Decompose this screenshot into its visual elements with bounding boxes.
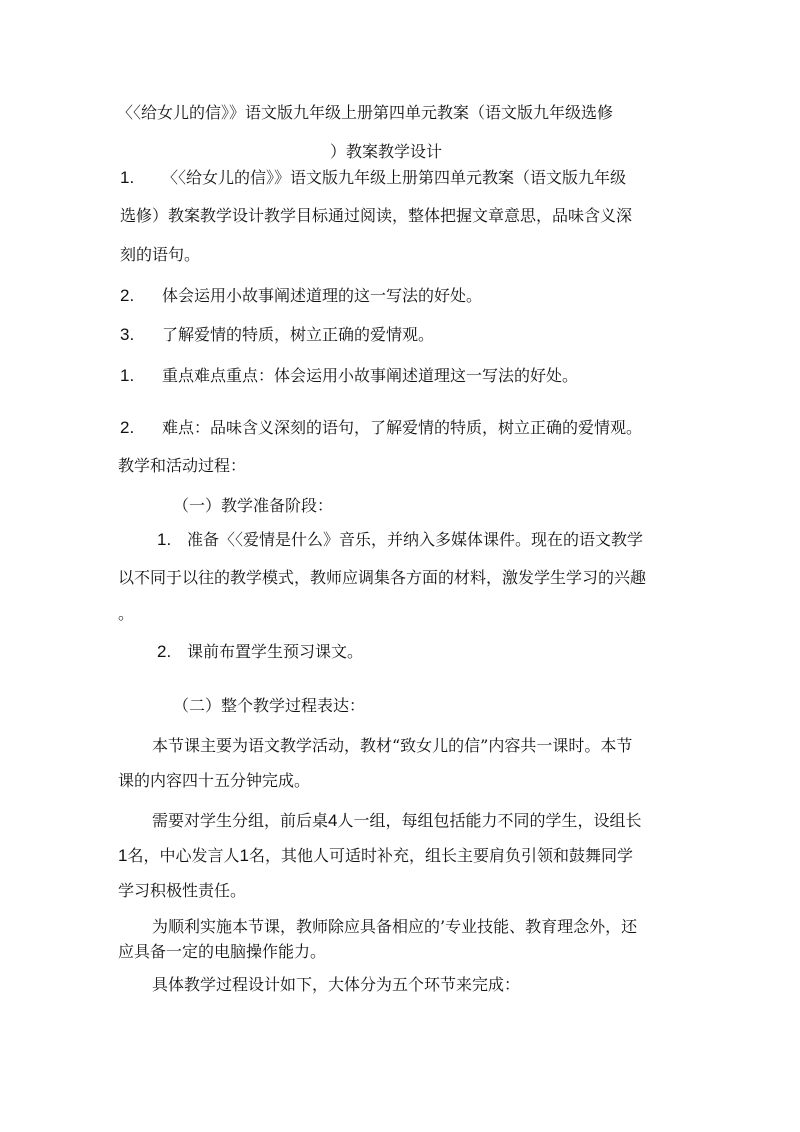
page-title-line-2: ）教案教学设计 [330, 142, 443, 161]
objective-text: 体会运用小故事阐述道理的这一写法的好处。 [162, 286, 483, 305]
prep-text: 课前布置学生预习课文。 [187, 642, 364, 661]
objective-item-1-line-2: 选修）教案教学设计教学目标通过阅读，整体把握文章意思，品味含义深 [120, 206, 633, 225]
key-point-item-1 [120, 366, 579, 386]
list-number: 2. [120, 286, 135, 305]
key-point-text: 难点：品味含义深刻的语句，了解爱情的特质，树立正确的爱情观。 [162, 418, 643, 437]
page-title-line-1: 〈〈给女儿的信》》语文版九年级上册第四单元教案（语文版九年级选修 [117, 103, 614, 122]
list-number: 2. [157, 642, 172, 661]
prep-item-2 [157, 642, 364, 662]
paragraph-4-line-1: 具体教学过程设计如下，大体分为五个环节来完成： [152, 975, 521, 994]
list-number: 1. [120, 366, 135, 385]
prep-text: 准备〈〈爱情是什么》音乐，并纳入多媒体课件。现在的语文教学 [187, 530, 644, 549]
paragraph-1-line-1: 本节课主要为语文教学活动，教材“致女儿的信”内容共一课时。本节 [152, 736, 633, 755]
paragraph-2-line-2 [118, 846, 633, 866]
paragraph-3-line-2: 应具备一定的电脑操作能力。 [118, 942, 327, 961]
objective-text: 了解爱情的特质，树立正确的爱情观。 [162, 325, 435, 344]
paragraph-text: 名，中心发言人 [127, 846, 240, 865]
key-point-text: 重点难点重点：体会运用小故事阐述道理这一写法的好处。 [162, 366, 579, 385]
leader-count-number: 1 [118, 846, 128, 865]
objective-item-2 [120, 286, 483, 306]
objective-item-1-line-3: 刻的语句。 [120, 245, 201, 264]
paragraph-text: 人一组，每组包括能力不同的学生，设组长 [337, 811, 642, 830]
prep-item-1-line-3: 。 [118, 604, 135, 623]
list-number: 1. [120, 168, 135, 187]
list-number: 1. [157, 530, 172, 549]
paragraph-1-line-2: 课的内容四十五分钟完成。 [118, 771, 311, 790]
prep-item-1-line-2: 以不同于以往的教学模式，教师应调集各方面的材料，激发学生学习的兴趣 [118, 568, 647, 587]
speaker-count-number: 1 [239, 846, 249, 865]
group-size-number: 4 [328, 811, 338, 830]
paragraph-2-line-3: 学习积极性责任。 [118, 881, 247, 900]
key-point-item-2 [120, 418, 643, 438]
stage-2-heading: （二）整个教学过程表达： [173, 696, 366, 715]
paragraph-text: 需要对学生分组，前后桌 [152, 811, 329, 830]
stage-1-heading: （一）教学准备阶段： [173, 496, 334, 515]
objective-text: 〈〈给女儿的信》》语文版九年级上册第四单元教案（语文版九年级 [162, 168, 627, 187]
process-heading: 教学和活动过程： [118, 456, 247, 475]
list-number: 2. [120, 418, 135, 437]
paragraph-3-line-1: 为顺利实施本节课，教师除应具备相应的’专业技能、教育理念外，还 [152, 917, 638, 936]
paragraph-2-line-1 [152, 811, 642, 831]
objective-item-3 [120, 325, 435, 345]
objective-item-1-line-1 [120, 168, 627, 188]
paragraph-text: 名，其他人可适时补充，组长主要肩负引领和鼓舞同学 [248, 846, 633, 865]
prep-item-1-line-1 [157, 530, 644, 550]
list-number: 3. [120, 325, 135, 344]
